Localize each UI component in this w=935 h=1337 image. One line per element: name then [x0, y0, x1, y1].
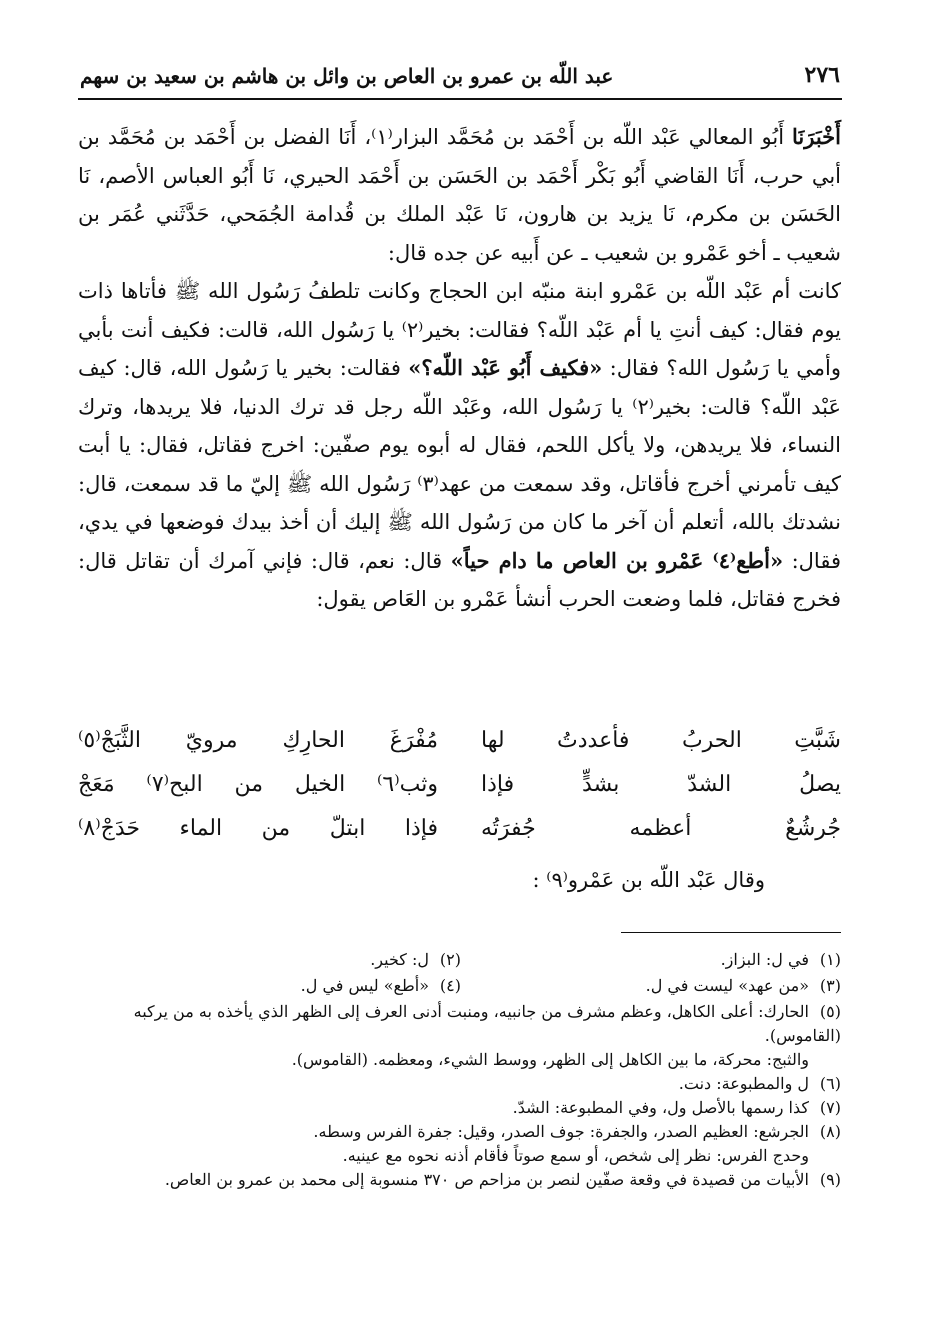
verse-second-hemistich: وثب⁽٦⁾ الخيل من البح⁽٧⁾ مَعَجْ — [78, 772, 438, 797]
footnote-text: في ل: البزاز. — [720, 950, 809, 969]
narration-part-3: قال: نعم، قال: فإني آمرك أن تقاتل قال: فخرج فقاتل، فلما وضعت الحرب أنشأ عَمْرو بن العَاص يقول: — [78, 548, 841, 611]
footnote-number: (٧) — [819, 1098, 841, 1117]
header-rule — [78, 98, 842, 100]
verse-second-hemistich: فإذا ابتلّ من الماء حَدَجْ⁽٨⁾ — [78, 816, 438, 841]
running-title: عبد اللّه بن عمرو بن العاص بن وائل بن هاشم بن سعيد بن سهم — [80, 64, 614, 88]
footnote — [78, 1072, 841, 1096]
footnote-continuation: وحدج الفرس: نظر إلى شخص، أو سمع صوتاً فأقام أذنه نحوه مع عينيه. — [342, 1146, 809, 1165]
footnote-number: (٩) — [819, 1170, 841, 1189]
footnote — [481, 974, 841, 998]
footnote — [78, 1120, 841, 1144]
footnote-number: (٤) — [439, 976, 461, 995]
hadith-quote-1: «فكيف أَبُو عَبْد اللّه؟» — [408, 355, 603, 380]
verse-second-hemistich: مُفْرَغَ الحارِكِ مرويّ الثَّبَجْ⁽٥⁾ — [78, 728, 438, 753]
main-text — [78, 118, 841, 619]
narration-paragraph — [78, 272, 841, 619]
page-number: ٢٧٦ — [804, 62, 840, 88]
footnote-text: الجرشع: العظيم الصدر، والجفرة: جوف الصدر، وقيل: جفرة الفرس وسطه. — [313, 1122, 809, 1141]
verse-line — [78, 816, 841, 860]
hadith-quote-2: «أطع⁽٤⁾ عَمْرو بن العاص ما دام حياً» — [450, 547, 784, 573]
footnote-text: ل: كخير. — [370, 950, 429, 969]
footnote-text: كذا رسمها بالأصل ول، وفي المطبوعة: الشدّ. — [512, 1098, 809, 1117]
footnote — [161, 974, 461, 998]
footnote-number: (٥) — [819, 1002, 841, 1021]
footnotes — [78, 948, 841, 1192]
footnote — [78, 1096, 841, 1120]
footnote-number: (٣) — [819, 976, 841, 995]
verse-intro: وقال عَبْد اللّه بن عَمْرو⁽٩⁾ : — [532, 868, 765, 892]
verse-first-hemistich: يصلُ الشدّ بشدٍّ فإذا — [481, 772, 841, 797]
footnote — [78, 1168, 841, 1192]
verse-line — [78, 728, 841, 772]
narration-part-2: فقالت: بخير يا رَسُول الله، قال: كيف عَبْد اللّه؟ قالت: بخير⁽٢⁾ يا رَسُول الله، وعَبْد اللّه رجل قد ترك الدنيا، فلا يريدها، وترك النساء، فلا يريدهن، ولا يأكل اللحم، فقال له أبوه يوم صفّين: اخرج فقاتل، فقال: يا أبت كيف تأمرني أخرج فأقاتل، وقد سمعت من عهد⁽٣⁾ رَسُول الله ﷺ إليّ ما قد سمعت، قال: نشدتك بالله، أتعلم أن آخر ما كان من رَسُول الله ﷺ إليك أن أخذ بيدك فوضعها في يدي، فقال: — [78, 356, 841, 573]
footnote-number: (٢) — [439, 950, 461, 969]
footnote — [481, 948, 841, 972]
footnote-text: «أطع» ليس في ل. — [300, 976, 429, 995]
narration-part-1: كانت أم عَبْد اللّه بن عَمْرو ابنة منبّه ابن الحجاج وكانت تلطفُ رَسُول الله ﷺ فأتاها ذات يوم فقال: كيف أنتِ يا أم عَبْد اللّه؟ فقالت: بخير⁽٢⁾ يا رَسُول الله، قالت: فكيف أنت بأبي وأمي يا رَسُول الله؟ فقال: — [78, 279, 842, 380]
footnote-continuation: والثبج: محركة، ما بين الكاهل إلى الظهر، ووسط الشيء، ومعظمه. (القاموس). — [291, 1050, 809, 1069]
footnote-number: (١) — [819, 950, 841, 969]
footnote — [161, 948, 461, 972]
lead-word: أَخْبَرَنَا — [792, 124, 841, 149]
footnote-text: «من عهد» ليست في ل. — [645, 976, 809, 995]
footnote-pair — [78, 974, 841, 1000]
footnote-text: الأبيات من قصيدة في وقعة صفّين لنصر بن مزاحم ص ٣٧٠ منسوبة إلى محمد بن عمرو بن العاص. — [164, 1170, 809, 1189]
isnad-paragraph — [78, 118, 841, 272]
footnote-text: الحارك: أعلى الكاهل، وعظم مشرف من جانبيه، ومنبت أدنى العرف إلى الظهر الذي يأخذه به من يركبه (القاموس). — [133, 1002, 841, 1045]
footnote-text: ل والمطبوعة: دنت. — [678, 1074, 809, 1093]
footnote — [78, 1000, 841, 1048]
verse-line — [78, 772, 841, 816]
footnote-number: (٨) — [819, 1122, 841, 1141]
verse-first-hemistich: جُرشُعٌ أعظمه جُفرَتُه — [481, 816, 841, 841]
poem — [78, 728, 841, 860]
page-header — [80, 62, 840, 96]
footnote-number: (٦) — [819, 1074, 841, 1093]
verse-first-hemistich: شَبَّتِ الحربُ فأعددتُ لها — [481, 728, 841, 753]
footnote-rule — [621, 932, 841, 933]
isnad-text: أَبُو المعالي عَبْد اللّه بن أَحْمَد بن مُحَمَّد البزار⁽١⁾، أَنَا الفضل بن أَحْمَد بن مُحَمَّد بن أبي حرب، أَنَا القاضي أَبُو بَكْر أَحْمَد بن الحَسَن بن أَحْمَد الحيري، نَا أَبُو العباس الأصم، نَا الحَسَن بن مكرم، نَا يزيد بن هارون، نَا عَبْد الملك بن قُدامة الجُمَحي، حَدَّثَني عُمَر بن شعيب ـ أخو عَمْرو بن شعيب ـ عن أَبيه عن جده قال: — [78, 125, 841, 265]
footnote-pair — [78, 948, 841, 974]
